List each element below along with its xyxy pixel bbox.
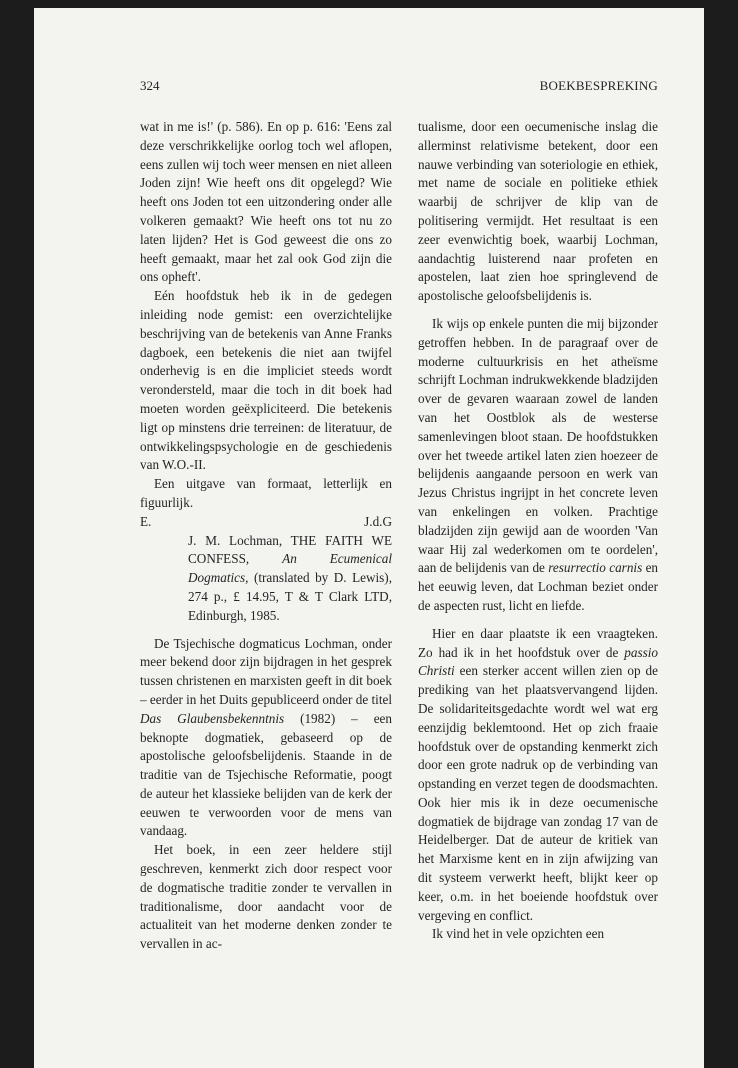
paragraph-continuation: tualisme, door een oecumenische inslag die allerminst relativisme betekent, door een nauwe verbinding van soteriologie en ethiek, met name de sociale en politieke ethiek waarbij de schrijver de klip van de politisering vermijdt. Het resultaat is een zeer evenwichtig boek, waarbij Lochman, aandachtig luisterend naar profeten en apostelen, laat zien hoe springlevend de apostolische geloofsbelijdenis is.	[418, 119, 658, 304]
book-reference-subtitle: An Ecumenical Dogmatics,	[188, 551, 392, 586]
italic-term: resurrectio carnis	[548, 560, 643, 576]
italic-title: Das Glaubensbekenntnis	[140, 710, 285, 726]
text-run: Ik wijs op enkele punten die mij bijzonder getroffen hebben. In de paragraaf over de moderne cultuurkrisis en het atheïsme schrijft Lochman indrukwekkende bladzijden over de gevaren waaraan zowel de landen van het Oostblok als de westerse samenlevingen bloot staan. De hoofdstukken over het tweede artikel laten zien hoezeer de belijdenis aangaande persoon en werk van Jezus Christus ingrijpt in het concrete leven van enkelingen en volken. Prachtige bladzijden zijn gewijd aan de woorden 'Van waar Hij zal wederkomen om te oordelen', aan de belijdenis van de	[418, 315, 658, 576]
paragraph-introduction	[140, 635, 392, 842]
review-signature	[140, 513, 392, 532]
text-run: (1982) – een beknopte dogmatiek, gebaseerd op de apostolische geloofsbelijdenis. Staande in de traditie van de Tsjechische Reformatie, poogt de auteur het klassieke belijden van de kerk der eeuwen te verwoorden voor de mens van vandaag.	[140, 710, 392, 839]
running-title: BOEKBESPREKING	[539, 78, 658, 93]
book-reference-details: (translated by D. Lewis), 274 p., £ 14.95, T & T Clark LTD, Edinburgh, 1985.	[188, 570, 392, 623]
paragraph-questions	[418, 625, 658, 926]
text-run: Hier en daar plaatste ik een vraagteken. Zo had ik in het hoofdstuk over de	[418, 625, 658, 660]
signature-initial: E.	[140, 513, 152, 529]
book-reference-title: J. M. Lochman, THE FAITH WE CONFESS,	[188, 532, 392, 567]
paragraph-highlights	[418, 315, 658, 616]
text-run: De Tsjechische dogmaticus Lochman, onder meer bekend door zijn bijdragen in het gesprek tussen christenen en marxisten geeft in dit boek – eerder in het Duits gepubliceerd onder de titel	[140, 635, 392, 707]
signature-reviewer: J.d.G	[364, 513, 392, 529]
page-number: 324	[140, 78, 160, 93]
paragraph-closing: Ik vind het in vele opzichten een	[432, 926, 605, 942]
book-reference	[140, 532, 392, 626]
text-run: een sterker accent willen zien op de prediking van het plaatsvervangend lijden. De solidariteitsgedachte wordt wel wat erg eenzijdig beklemtoond. Het op zich fraaie hoofdstuk over de opstanding kenmerkt zich door een grote nadruk op de verbinding van opstanding en verzet tegen de doodsmachten. Ook hier mis ik in deze oecumenische dogmatiek de bijdrage van zondag 17 van de Heidelberger. Dat de auteur de kritiek van het Marxisme kent en in zijn afwijzing van dit systeem verwerkt heeft, blijkt keer op keer, o.m. in het boeiende hoofdstuk over vergeving en conflict.	[418, 663, 658, 923]
paragraph-quote: wat in me is!' (p. 586). En op p. 616: 'Eens zal deze verschrikkelijke oorlog toch wel aflopen, eens zullen wij toch weer mensen en niet alleen Joden zijn! Wie heeft ons dit opgelegd? Wie heeft ons Joden tot een uitzondering onder alle volkeren gemaakt? Wie heeft ons tot nu zo laten lijden? Het is God geweest die ons zo heeft gemaakt, maar het zal ook God zijn die ons opheft'.	[140, 119, 392, 285]
paragraph-critique: Eén hoofdstuk heb ik in de gedegen inleiding node gemist: een overzichtelijke beschrijving van de betekenis van Anne Franks dagboek, een betekenis die niet aan twijfel onderhevig is en die impliciet steeds wordt verondersteld, maar die toch in dit boek had moeten worden geëxpliciteerd. Die betekenis ligt op minstens drie terreinen: de literatuur, de ontwikkelingspsychologie en de geschiedenis van W.O.-II.	[140, 288, 392, 473]
left-column	[140, 118, 392, 954]
text-run: en het eeuwig leven, dat Lochman beziet onder de aspecten rust, licht en liefde.	[418, 560, 659, 613]
right-column	[418, 118, 658, 944]
italic-term: passio Christi	[418, 644, 658, 679]
book-page	[34, 8, 704, 1068]
paragraph-verdict: Een uitgave van formaat, letterlijk en figuurlijk.	[140, 476, 392, 510]
paragraph-style: Het boek, in een zeer heldere stijl geschreven, kenmerkt zich door respect voor de dogmatische traditie zonder te vervallen in traditionalisme, door aandacht voor de actualiteit van het moderne denken zonder te vervallen in ac-	[140, 842, 392, 952]
